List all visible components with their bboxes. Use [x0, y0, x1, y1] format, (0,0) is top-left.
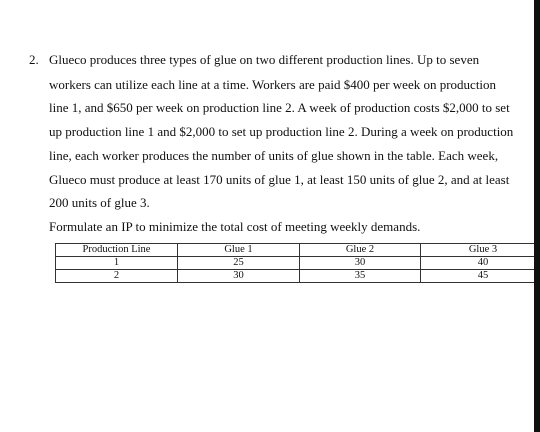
problem-line-1: Glueco produces three types of glue on two different production lines. Up to seven: [49, 52, 480, 67]
column-header-glue-1: Glue 1: [178, 244, 300, 257]
glue-production-table: [55, 243, 540, 283]
table-row: [56, 257, 540, 270]
column-header-production-line: Production Line: [56, 244, 178, 257]
table-row: [56, 270, 540, 283]
problem-line-5: line, each worker produces the number of units of glue shown in the table. Each week,: [49, 148, 499, 163]
table-cell: 35: [300, 270, 421, 283]
problem-number: 2.: [29, 52, 39, 67]
table-cell: 30: [300, 257, 421, 270]
table-cell: 25: [178, 257, 300, 270]
table-cell: 2: [56, 270, 178, 283]
table-cell: 40: [421, 257, 540, 270]
table-cell: 45: [421, 270, 540, 283]
problem-line-6: Glueco must produce at least 170 units of glue 1, at least 150 units of glue 2, and at least: [49, 172, 510, 187]
problem-instruction: Formulate an IP to minimize the total cost of meeting weekly demands.: [49, 219, 421, 234]
table-header-row: [56, 244, 540, 257]
problem-line-7: 200 units of glue 3.: [49, 195, 150, 210]
problem-line-4: up production line 1 and $2,000 to set up production line 2. During a week on production: [49, 124, 514, 139]
table-cell: 1: [56, 257, 178, 270]
data-table: [55, 243, 540, 283]
problem-line-3: line 1, and $650 per week on production line 2. A week of production costs $2,000 to set: [49, 100, 510, 115]
right-edge-bar: [534, 0, 540, 432]
column-header-glue-2: Glue 2: [300, 244, 421, 257]
column-header-glue-3: Glue 3: [421, 244, 540, 257]
problem-line-2: workers can utilize each line at a time. Workers are paid $400 per week on production: [49, 77, 497, 92]
table-cell: 30: [178, 270, 300, 283]
